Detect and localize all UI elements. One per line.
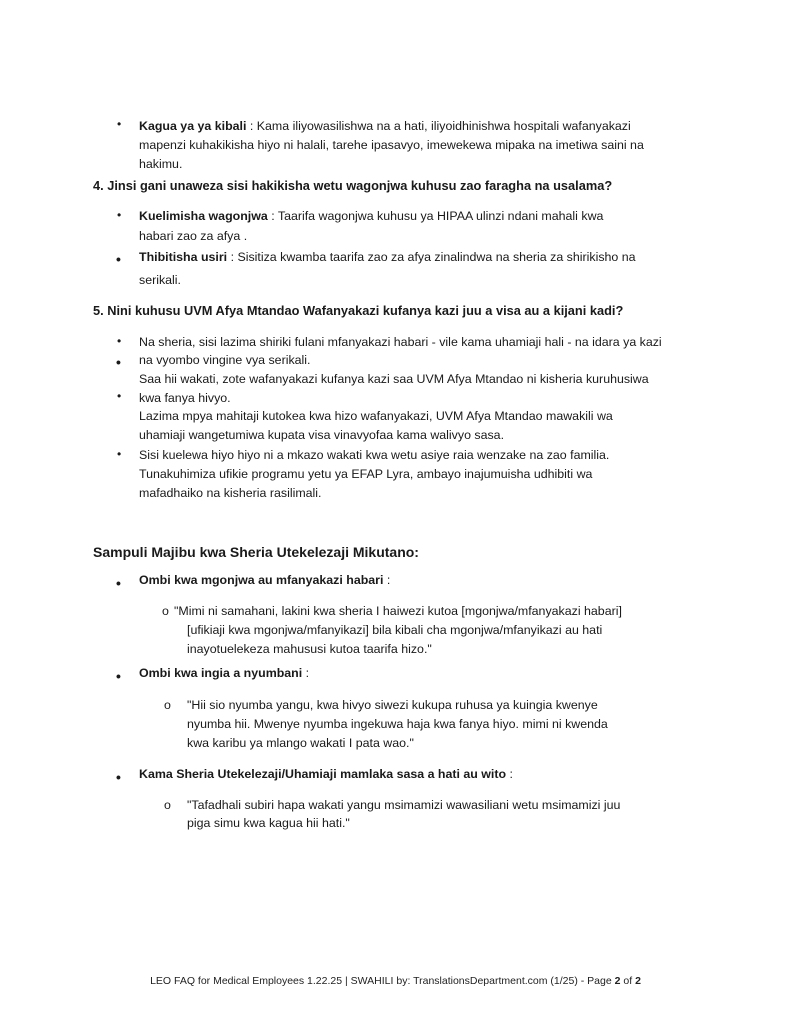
section5-heading: 5. Nini kuhusu UVM Afya Mtandao Wafanyakazi kufanya kazi juu a visa au a kijani kadi? [93,303,624,318]
samples-heading: Sampuli Majibu kwa Sheria Utekelezaji Mikutano: [93,544,419,560]
body-line: na vyombo vingine vya serikali. [139,353,311,367]
quote-line: "Mimi ni samahani, lakini kwa sheria I haiwezi kutoa [mgonjwa/mfanyakazi habari] [174,604,622,618]
item-label: Kuelimisha wagonjwa [139,209,268,223]
circle-bullet-icon: o [164,698,171,712]
bullet-icon: • [116,769,121,785]
bullet-icon: • [116,668,121,684]
page-footer [0,974,791,988]
circle-bullet-icon: o [164,798,171,812]
page-total: 2 [635,975,641,987]
bullet-icon: • [117,117,122,131]
quote-line: kwa karibu ya mlango wakati I pata wao." [187,736,414,750]
footer-of: of [620,975,636,987]
quote-line: "Hii sio nyumba yangu, kwa hivyo siwezi kukupa ruhusa ya kuingia kwenye [187,698,598,712]
page-number: 2 [614,975,621,987]
item-suffix: : [506,767,513,781]
bullet-icon: • [117,334,122,348]
item-label: Kagua ya ya kibali [139,119,247,133]
bullet-icon: • [116,575,121,591]
quote-line: [ufikiaji kwa mgonjwa/mfanyikazi] bila kibali cha mgonjwa/mfanyikazi au hati [187,623,603,637]
item-text: : Kama iliyowasilishwa na a hati, iliyoidhinishwa hospitali wafanyakazi [246,119,631,133]
item-label: Ombi kwa ingia a nyumbani [139,666,303,680]
bullet-icon: • [117,389,122,403]
body-line: Na sheria, sisi lazima shiriki fulani mfanyakazi habari - vile kama uhamiaji hali - na idara ya kazi [139,335,662,349]
item-label: Kama Sheria Utekelezaji/Uhamiaji mamlaka sasa a hati au wito [139,767,507,781]
item-text: : Taarifa wagonjwa kuhusu ya HIPAA ulinzi ndani mahali kwa [267,209,604,223]
quote-line: nyumba hii. Mwenye nyumba ingekuwa haja kwa fanya hiyo. mimi ni kwenda [187,717,608,731]
body-line: Lazima mpya mahitaji kutokea kwa hizo wafanyakazi, UVM Afya Mtandao mawakili wa [139,409,613,423]
quote-line: "Tafadhali subiri hapa wakati yangu msimamizi wawasiliani wetu msimamizi juu [187,798,621,812]
bullet-icon: • [116,251,121,267]
item-label: Ombi kwa mgonjwa au mfanyakazi habari [139,573,384,587]
item-suffix: : [383,573,391,587]
body-line: mafadhaiko na kisheria rasilimali. [139,486,322,500]
item-suffix: : [302,666,310,680]
body-line: kwa fanya hivyo. [139,391,231,405]
item-text: : Sisitiza kwamba taarifa zao za afya zinalindwa na sheria za shirikisho na [227,250,636,264]
item-text: mapenzi kuhakikisha hiyo ni halali, tarehe ipasavyo, imewekewa mipaka na imetiwa saini na [139,138,644,152]
body-line: Tunakuhimiza ufikie programu yetu ya EFAP Lyra, ambayo inajumuisha udhibiti wa [139,467,593,481]
item-text: habari zao za afya . [139,229,248,243]
bullet-icon: • [117,208,122,222]
bullet-icon: • [116,354,121,370]
item-label: Thibitisha usiri [139,250,228,264]
quote-line: inayotuelekeza mahususi kutoa taarifa hizo." [187,642,432,656]
bullet-icon: • [117,447,122,461]
body-line: uhamiaji wangetumiwa kupata visa vinavyofaa kama walivyo sasa. [139,428,505,442]
section4-heading: 4. Jinsi gani unaweza sisi hakikisha wetu wagonjwa kuhusu zao faragha na usalama? [93,178,613,193]
circle-bullet-icon: o [162,604,169,618]
body-line: Sisi kuelewa hiyo hiyo ni a mkazo wakati kwa wetu asiye raia wenzake na zao familia. [139,448,610,462]
item-text: hakimu. [139,157,183,171]
quote-line: piga simu kwa kagua hii hati." [187,816,350,830]
footer-text: LEO FAQ for Medical Employees 1.22.25 | SWAHILI by: TranslationsDepartment.com (1/25) - Page [150,975,615,987]
item-text: serikali. [139,273,181,287]
body-line: Saa hii wakati, zote wafanyakazi kufanya kazi saa UVM Afya Mtandao ni kisheria kuruhusiwa [139,372,649,386]
